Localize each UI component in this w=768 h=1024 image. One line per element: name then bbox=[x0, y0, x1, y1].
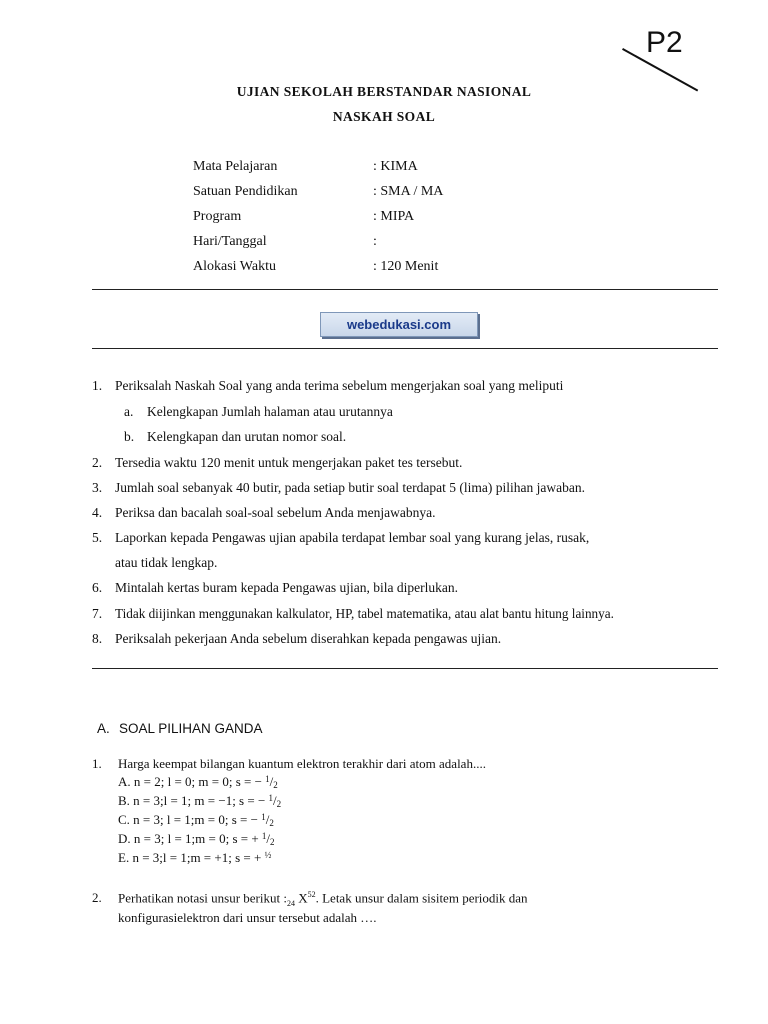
element-symbol: X bbox=[298, 890, 308, 906]
instruction-text-continued: atau tidak lengkap. bbox=[115, 555, 218, 570]
info-label-subject: Mata Pelajaran bbox=[193, 159, 278, 174]
option-b: B. n = 3;l = 1; m = −1; s = − $^1$/2 bbox=[118, 793, 282, 809]
instruction-text: Kelengkapan dan urutan nomor soal. bbox=[147, 429, 347, 444]
instruction-number: 6. bbox=[92, 580, 103, 595]
info-label-program: Program bbox=[193, 209, 242, 224]
divider bbox=[92, 668, 718, 669]
question-number: 1. bbox=[92, 756, 102, 771]
instruction-number: a. bbox=[124, 404, 134, 419]
instruction-text: Jumlah soal sebanyak 40 butir, pada setiap butir soal terdapat 5 (lima) pilihan jawaban. bbox=[115, 480, 585, 495]
option-a: A. n = 2; l = 0; m = 0; s = − $^1$/2 bbox=[118, 774, 278, 790]
instruction-number: 1. bbox=[92, 378, 103, 393]
instruction-text: Tidak diijinkan menggunakan kalkulator, HP, tabel matematika, atau alat bantu hitung lainnya. bbox=[115, 606, 614, 621]
instruction-text: Periksalah pekerjaan Anda sebelum diserahkan kepada pengawas ujian. bbox=[115, 631, 502, 646]
instruction-text: Kelengkapan Jumlah halaman atau urutannya bbox=[147, 404, 393, 419]
instruction-number: 4. bbox=[92, 505, 103, 520]
page-code: P2 bbox=[646, 26, 683, 59]
instruction-number: b. bbox=[124, 429, 135, 444]
mass-number: 52 bbox=[307, 890, 316, 899]
instruction-number: 7. bbox=[92, 606, 103, 621]
info-value-subject: : KIMA bbox=[373, 159, 418, 174]
divider bbox=[92, 348, 718, 349]
info-value-time: : 120 Menit bbox=[373, 259, 439, 274]
info-value-date: : bbox=[373, 234, 377, 249]
info-value-school: : SMA / MA bbox=[373, 184, 444, 199]
info-label-time: Alokasi Waktu bbox=[193, 259, 276, 274]
instruction-text: Tersedia waktu 120 menit untuk mengerjakan paket tes tersebut. bbox=[115, 455, 463, 470]
website-badge: webedukasi.com bbox=[320, 312, 478, 337]
instruction-text: Periksalah Naskah Soal yang anda terima sebelum mengerjakan soal yang meliputi bbox=[115, 378, 564, 393]
question-stem: Harga keempat bilangan kuantum elektron terakhir dari atom adalah.... bbox=[118, 756, 486, 771]
info-label-date: Hari/Tanggal bbox=[193, 234, 267, 249]
instruction-text: Periksa dan bacalah soal-soal sebelum Anda menjawabnya. bbox=[115, 505, 436, 520]
option-c: C. n = 3; l = 1;m = 0; s = − $^1$/2 bbox=[118, 812, 274, 828]
divider bbox=[92, 289, 718, 290]
question-number: 2. bbox=[92, 890, 102, 905]
info-value-program: : MIPA bbox=[373, 209, 415, 224]
instruction-number: 8. bbox=[92, 631, 103, 646]
exam-subtitle: NASKAH SOAL bbox=[332, 109, 436, 124]
instruction-number: 2. bbox=[92, 455, 103, 470]
section-letter: A. bbox=[97, 721, 110, 736]
info-label-school: Satuan Pendidikan bbox=[193, 184, 298, 199]
exam-title: UJIAN SEKOLAH BERSTANDAR NASIONAL bbox=[236, 84, 532, 99]
instruction-number: 3. bbox=[92, 480, 103, 495]
question-stem: Perhatikan notasi unsur berikut $:_{24}$ $X^{52}$. Letak unsur dalam sisitem periodik dan bbox=[118, 890, 528, 908]
option-d: D. n = 3; l = 1;m = 0; s = + $^1$/2 bbox=[118, 831, 275, 847]
instruction-text: Mintalah kertas buram kepada Pengawas ujian, bila diperlukan. bbox=[115, 580, 459, 595]
instruction-text: Laporkan kepada Pengawas ujian apabila terdapat lembar soal yang kurang jelas, rusak, bbox=[115, 530, 590, 545]
atomic-number: 24 bbox=[286, 898, 295, 908]
instruction-number: 5. bbox=[92, 530, 103, 545]
question-stem-line2: konfigurasielektron dari unsur tersebut adalah …. bbox=[118, 910, 377, 925]
section-title: SOAL PILIHAN GANDA bbox=[119, 721, 263, 736]
option-e: E. n = 3;l = 1;m = +1; s = + $^{\frac{1}{2}}$ bbox=[118, 850, 272, 865]
